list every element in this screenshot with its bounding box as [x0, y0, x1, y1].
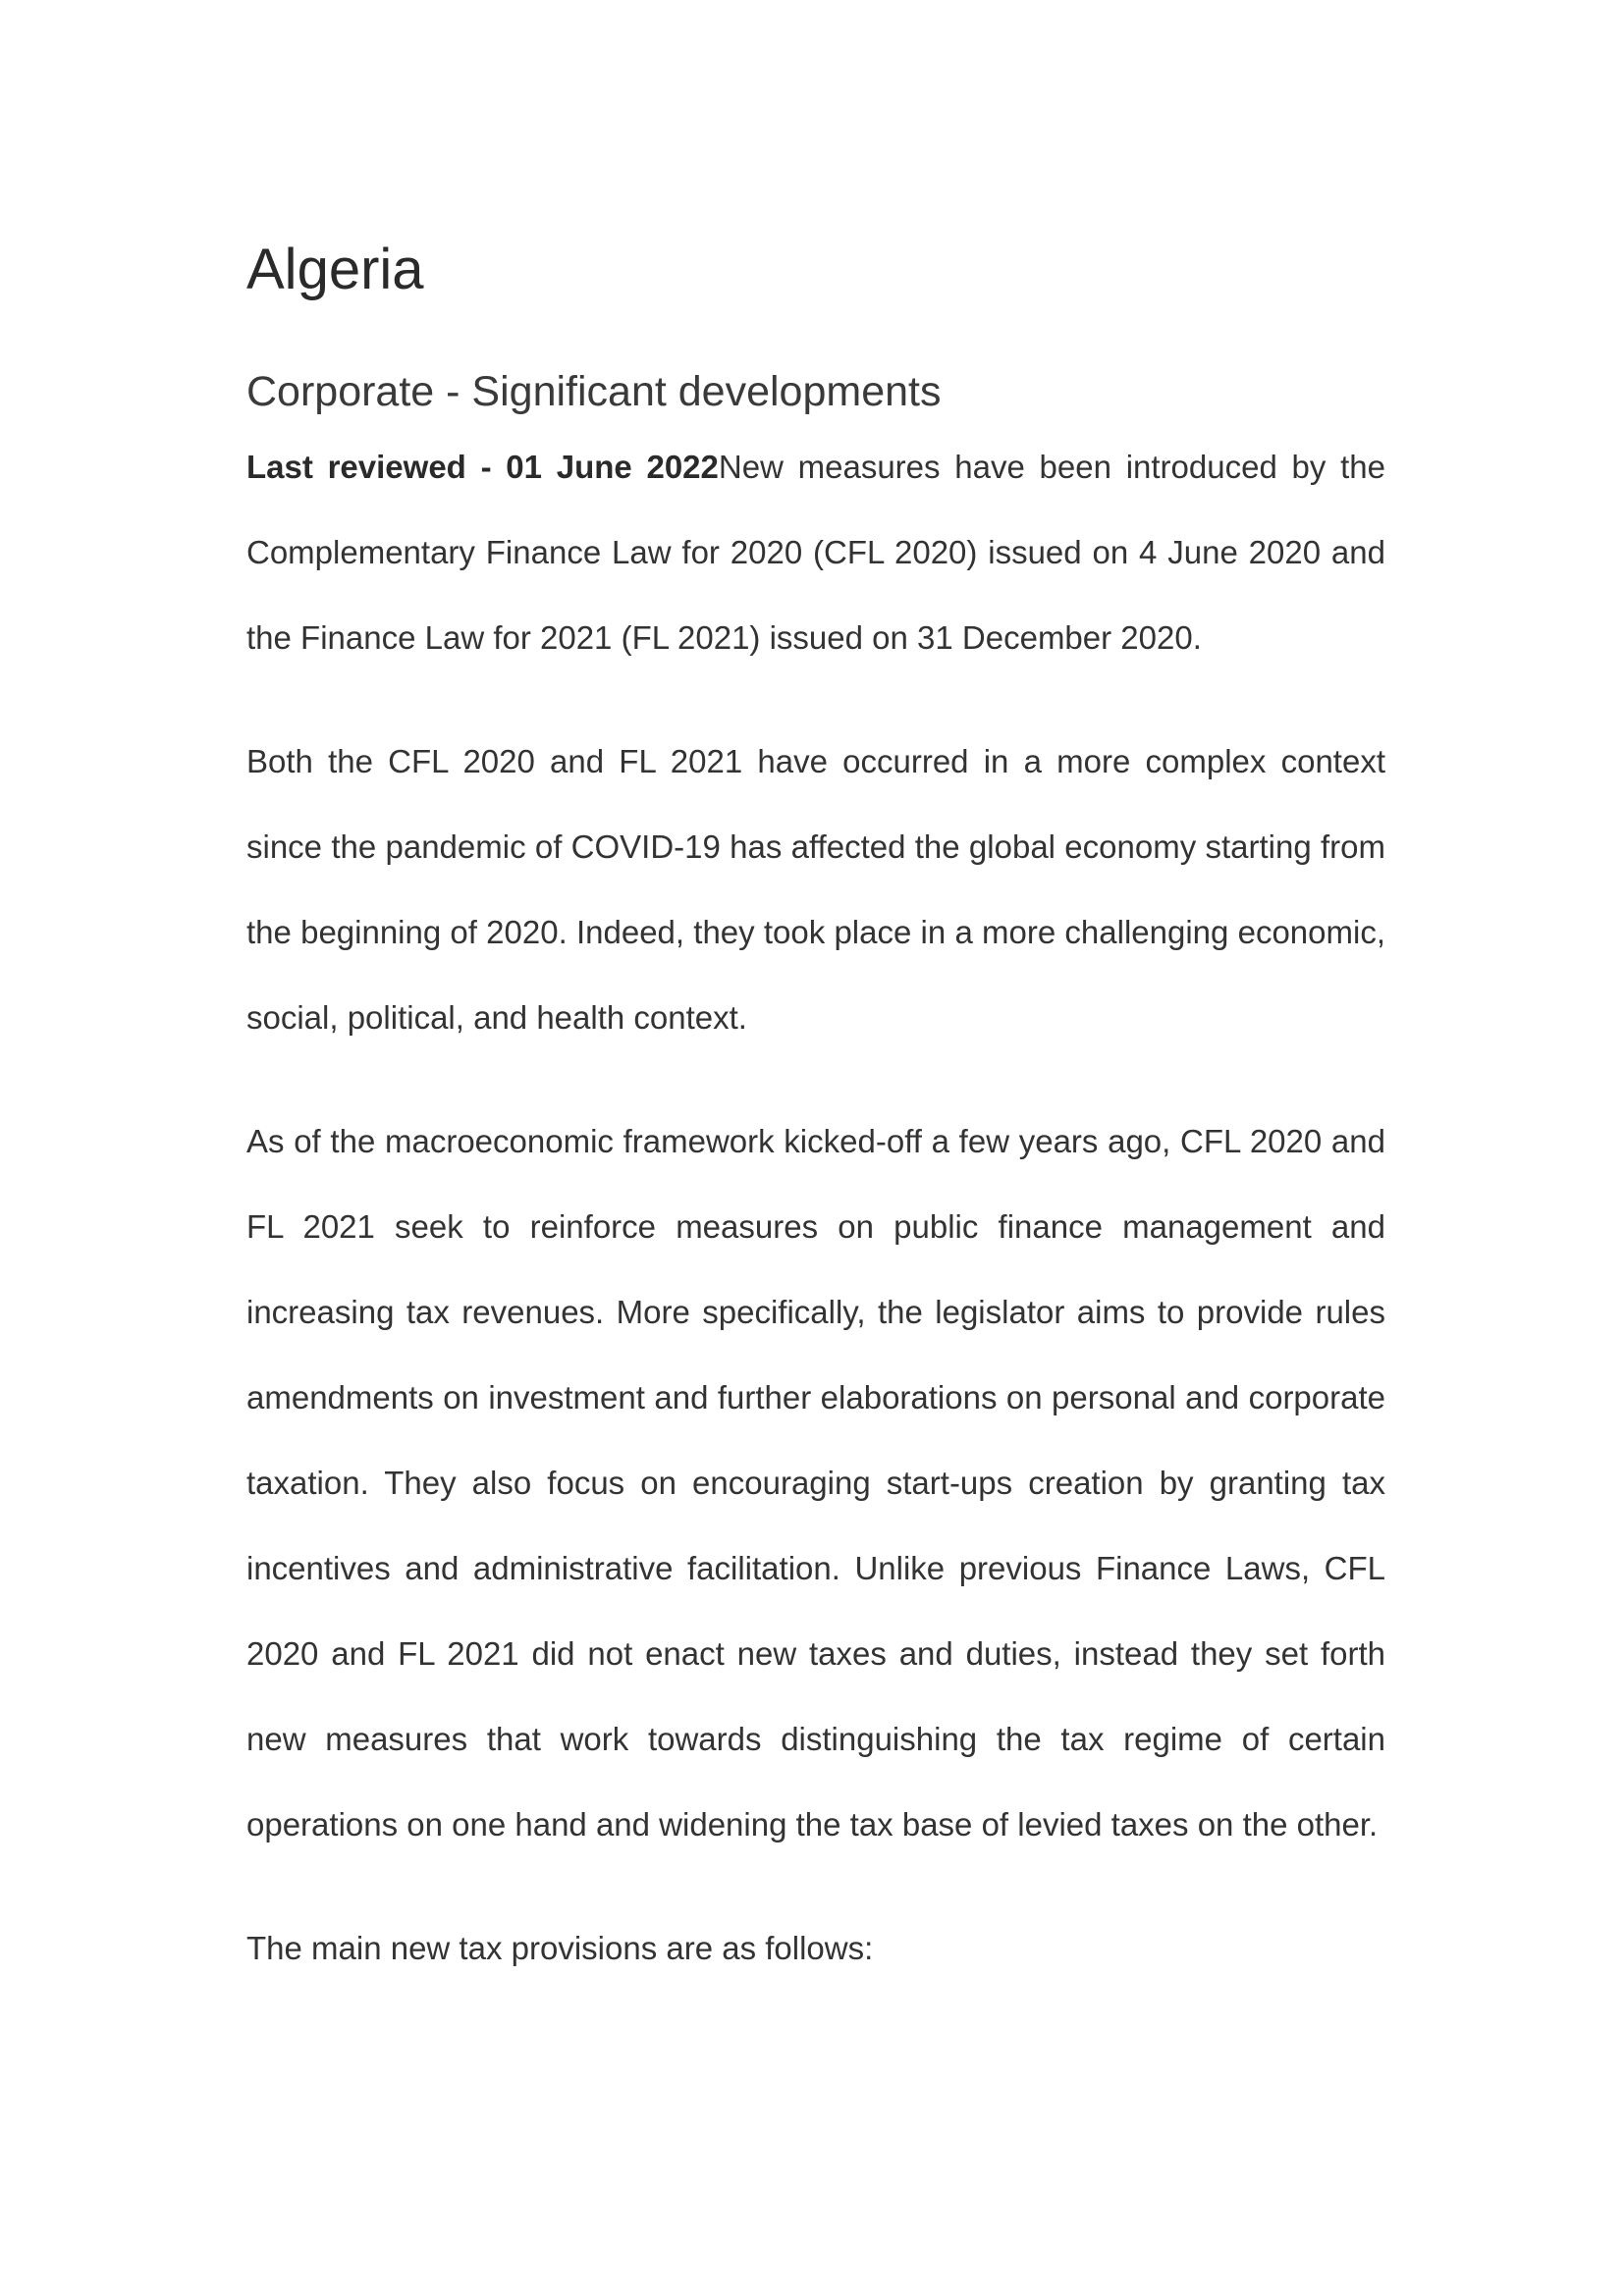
paragraph-context: Both the CFL 2020 and FL 2021 have occurred in a more complex context since the pandemic of COVID-19 has affected the global economy starting from the beginning of 2020. Indeed, they took place in a more challenging economic, social, political, and health context.: [246, 743, 1385, 1037]
paragraph-intro-text: New measures have been introduced by the Complementary Finance Law for 2020 (CFL 2020) issued on 4 June 2020 and the Finance Law for 2021 (FL 2021) issued on 31 December 2020.: [246, 449, 1385, 657]
section-heading: Corporate - Significant developments: [246, 367, 942, 415]
paragraph-intro: [246, 424, 1385, 680]
document-page: [246, 236, 1385, 1991]
paragraph-provisions-intro: The main new tax provisions are as follows:: [246, 1930, 874, 1967]
page-title: Algeria: [246, 238, 424, 301]
last-reviewed-label: Last reviewed - 01 June 2022: [246, 449, 719, 486]
paragraph-framework: As of the macroeconomic framework kicked-off a few years ago, CFL 2020 and FL 2021 seek to reinforce measures on public finance management and increasing tax revenues. More specifically, the legislator aims to provide rules amendments on investment and further elaborations on personal and corporate taxation. They also focus on encouraging start-ups creation by granting tax incentives and administrative facilitation. Unlike previous Finance Laws, CFL 2020 and FL 2021 did not enact new taxes and duties, instead they set forth new measures that work towards distinguishing the tax regime of certain operations on one hand and widening the tax base of levied taxes on the other.: [246, 1123, 1385, 1843]
